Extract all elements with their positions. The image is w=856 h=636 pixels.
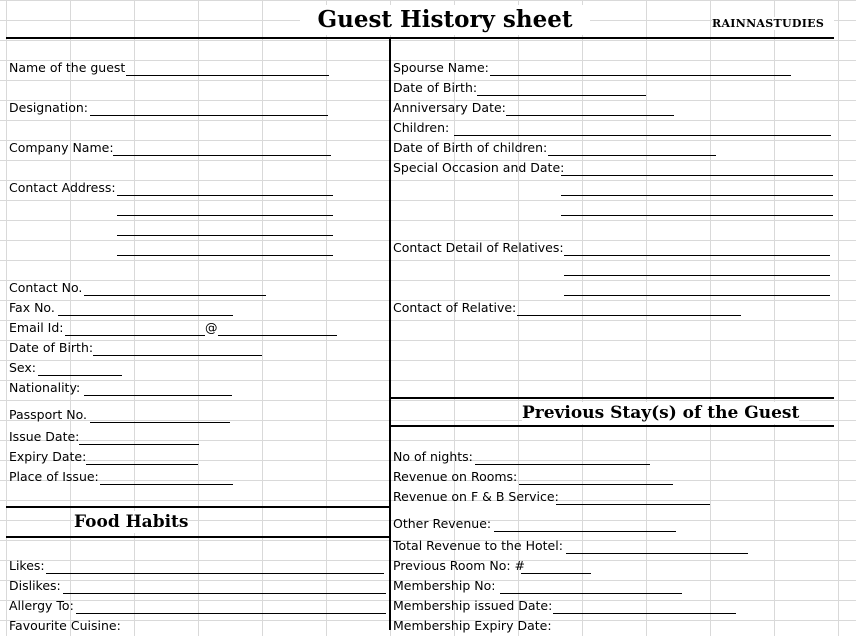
- contact-address-line-3[interactable]: [117, 235, 333, 236]
- revenue-fb-label: Revenue on F & B Service:: [393, 489, 559, 504]
- designation-label: Designation:: [9, 100, 88, 115]
- contact-of-relative-line[interactable]: [517, 315, 741, 316]
- children-label: Children:: [393, 120, 450, 135]
- dob-children-label: Date of Birth of children:: [393, 140, 548, 155]
- spouse-dob-label: Date of Birth:: [393, 80, 478, 95]
- spouse-name-label: Spourse Name:: [393, 60, 489, 75]
- revenue-fb-line[interactable]: [556, 504, 710, 505]
- contact-address-line-2[interactable]: [117, 215, 333, 216]
- contact-detail-relatives-line-3[interactable]: [564, 295, 830, 296]
- revenue-on-rooms-line[interactable]: [519, 484, 673, 485]
- company-name-label: Company Name:: [9, 140, 114, 155]
- revenue-on-rooms-label: Revenue on Rooms:: [393, 469, 518, 484]
- likes-label: Likes:: [9, 558, 45, 573]
- other-revenue-label: Other Revenue:: [393, 516, 492, 531]
- expiry-date-label: Expiry Date:: [9, 449, 87, 464]
- no-of-nights-line[interactable]: [475, 464, 650, 465]
- spouse-dob-line[interactable]: [477, 95, 646, 96]
- company-name-line[interactable]: [113, 155, 331, 156]
- designation-line[interactable]: [90, 115, 328, 116]
- food-habits-title: Food Habits: [74, 512, 189, 532]
- total-revenue-label: Total Revenue to the Hotel:: [393, 538, 563, 553]
- brand-label: RAINNASTUDIES: [712, 17, 834, 30]
- contact-address-label: Contact Address:: [9, 180, 116, 195]
- previous-room-no-line[interactable]: [521, 573, 591, 574]
- dob-children-line[interactable]: [548, 155, 716, 156]
- membership-no-line[interactable]: [500, 593, 682, 594]
- dislikes-label: Dislikes:: [9, 578, 61, 593]
- contact-detail-relatives-line-1[interactable]: [564, 255, 830, 256]
- anniversary-date-line[interactable]: [506, 115, 674, 116]
- email-at-sign: @: [205, 320, 218, 335]
- place-of-issue-label: Place of Issue:: [9, 469, 99, 484]
- passport-no-label: Passport No.: [9, 407, 88, 422]
- contact-no-label: Contact No.: [9, 280, 83, 295]
- favourite-cuisine-label: Favourite Cuisine:: [9, 618, 121, 633]
- contact-address-line-1[interactable]: [117, 195, 333, 196]
- previous-stay-bottom-line: [390, 425, 834, 427]
- likes-line[interactable]: [46, 573, 384, 574]
- anniversary-date-label: Anniversary Date:: [393, 100, 506, 115]
- contact-no-line[interactable]: [84, 295, 266, 296]
- allergy-to-label: Allergy To:: [9, 598, 74, 613]
- total-revenue-line[interactable]: [566, 553, 748, 554]
- contact-detail-relatives-line-2[interactable]: [564, 275, 830, 276]
- contact-detail-relatives-label: Contact Detail of Relatives:: [393, 240, 564, 255]
- membership-expiry-date-label: Membership Expiry Date:: [393, 618, 552, 633]
- email-domain-line[interactable]: [218, 335, 337, 336]
- page-title: Guest History sheet: [300, 5, 590, 35]
- guest-dob-label: Date of Birth:: [9, 340, 94, 355]
- spouse-name-line[interactable]: [490, 75, 791, 76]
- special-occasion-line-3[interactable]: [561, 215, 833, 216]
- name-of-guest-line[interactable]: [126, 75, 329, 76]
- name-of-guest-label: Name of the guest: [9, 60, 126, 75]
- previous-stay-top-line: [390, 397, 834, 399]
- special-occasion-label: Special Occasion and Date:: [393, 160, 565, 175]
- food-habits-bottom-line: [6, 536, 390, 538]
- sex-label: Sex:: [9, 360, 37, 375]
- membership-issued-date-label: Membership issued Date:: [393, 598, 553, 613]
- contact-of-relative-label: Contact of Relative:: [393, 300, 517, 315]
- sex-line[interactable]: [38, 375, 122, 376]
- membership-issued-date-line[interactable]: [553, 613, 736, 614]
- previous-room-no-label: Previous Room No: #: [393, 558, 526, 573]
- special-occasion-line-1[interactable]: [561, 175, 833, 176]
- issue-date-label: Issue Date:: [9, 429, 80, 444]
- fax-no-label: Fax No.: [9, 300, 55, 315]
- nationality-label: Nationality:: [9, 380, 81, 395]
- fax-no-line[interactable]: [58, 315, 233, 316]
- dislikes-line[interactable]: [63, 593, 386, 594]
- contact-address-line-4[interactable]: [117, 255, 333, 256]
- center-divider: [389, 37, 391, 630]
- special-occasion-line-2[interactable]: [561, 195, 833, 196]
- allergy-to-line[interactable]: [76, 613, 386, 614]
- header-divider: [6, 37, 834, 39]
- passport-no-line[interactable]: [90, 422, 230, 423]
- issue-date-line[interactable]: [79, 444, 199, 445]
- no-of-nights-label: No of nights:: [393, 449, 473, 464]
- place-of-issue-line[interactable]: [100, 484, 233, 485]
- guest-dob-line[interactable]: [93, 355, 262, 356]
- email-user-line[interactable]: [65, 335, 205, 336]
- membership-no-label: Membership No:: [393, 578, 496, 593]
- food-habits-top-line: [6, 506, 390, 508]
- expiry-date-line[interactable]: [86, 464, 198, 465]
- other-revenue-line[interactable]: [494, 531, 676, 532]
- children-line[interactable]: [454, 135, 831, 136]
- nationality-line[interactable]: [84, 395, 232, 396]
- email-id-label: Email Id:: [9, 320, 64, 335]
- previous-stay-title: Previous Stay(s) of the Guest: [522, 403, 800, 423]
